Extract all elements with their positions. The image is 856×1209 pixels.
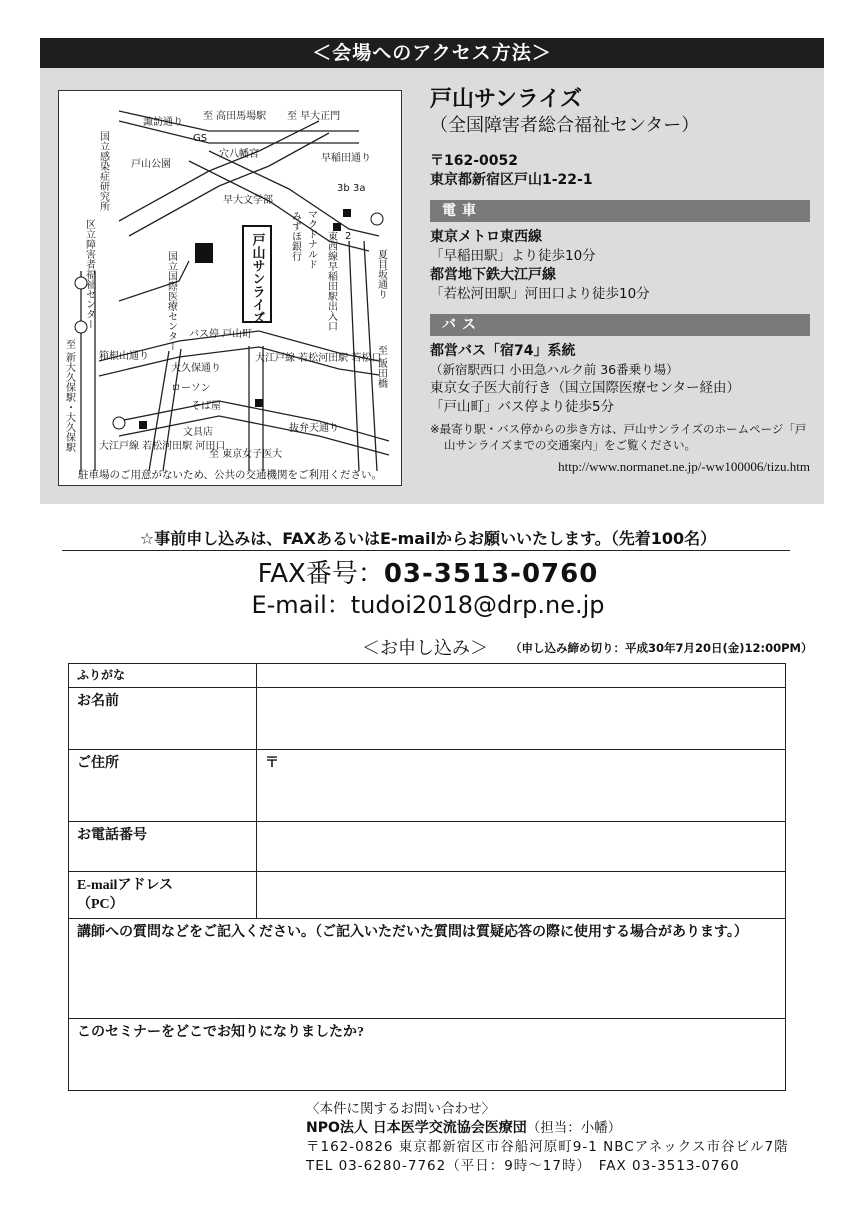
train-line2-detail: 「若松河田駅」河田口より徒歩10分 [430,286,650,302]
form-deadline: （申し込み締め切り：平成30年7月20日(金)12:00PM） [510,641,813,655]
map-label: 箱根山通り [99,351,149,362]
bus-route: 都営バス「宿74」系統 [430,343,576,359]
address-field[interactable]: 〒 [257,750,786,822]
parking-note: 駐車場のご用意がないため、公共の交通機関をご利用ください。 [77,469,383,481]
map-label: 大江戸線 若松河田駅 若松口 [255,353,382,364]
furigana-field[interactable] [257,664,786,688]
venue-info [430,86,810,475]
map-label: 夏目坂通り [375,249,387,299]
bus-note: ※最寄り駅・バス停からの歩き方は、戸山サンライズのホームページ「戸山サンライズまでの交通案内」をご覧ください。 [430,422,807,452]
form-title: ＜お申し込み＞ [362,638,488,659]
venue-subtitle: （全国障害者総合福祉センター） [430,115,700,136]
access-banner: ＜会場へのアクセス方法＞ [40,38,824,68]
contact-org: NPO法人 日本医学交流協会医療団 [306,1120,527,1136]
email-label-line1: E-mailアドレス [77,878,174,893]
apply-intro: ☆事前申し込みは、FAXあるいはE-mailからお願いいたします。（先着100名） [139,529,717,548]
divider [62,550,790,551]
bus-dest: 東京女子医大前行き（国立国際医療センター経由） [430,380,740,396]
map-label: そば屋 [191,401,221,412]
map-label: 国立感染症研究所 [97,131,109,211]
map-label: 穴八幡宮 [219,149,259,160]
bus-heading: バス [430,314,810,336]
map-label: 3a [353,183,366,194]
train-line1-name: 東京メトロ東西線 [430,229,542,245]
map-label: 文具店 [183,427,213,438]
map-label: 3b [337,183,350,194]
access-section [40,68,824,504]
fax-label: FAX番号： [257,559,384,589]
email-label-line2: （PC） [77,897,124,912]
map-label: 区立障害者福祉センター [83,219,95,329]
map-drawing [59,91,402,471]
map-label: 至 東京女子医大 [209,449,283,460]
access-map [58,90,402,486]
map-label: 東西線早稲田駅出入口 [325,231,337,331]
map-label: 至 早大正門 [287,111,341,122]
venue-zip: 〒162-0052 [430,153,518,169]
map-label: 2 [345,231,352,242]
question-label: 講師への質問などをご記入ください。（ご記入いただいた質問は質疑応答の際に使用する場合があります。） [77,925,748,940]
map-label: みずほ銀行 [289,211,301,261]
contact-tel: TEL 03-6280-7762（平日：9時〜17時） FAX 03-3513-0760 [306,1158,740,1174]
map-label: 戸山公園 [131,159,171,170]
map-label: バス停 戸山町 [189,329,253,340]
map-label: 大江戸線 若松河田駅 河田口 [99,441,226,452]
map-label: 国立国際医療センター [165,251,177,351]
contact-block [306,1100,806,1176]
fax-number: 03-3513-0760 [383,559,599,589]
email-field[interactable] [257,872,786,919]
email-line[interactable]: E-mail：tudoi2018@drp.ne.jp [251,591,605,619]
contact-address: 〒162-0826 東京都新宿区市谷船河原町9-1 NBCアネックス市谷ビル7階 [306,1139,789,1155]
map-label: 早大文学部 [223,195,273,206]
application-form [68,663,786,1091]
source-label: このセミナーをどこでお知りになりましたか? [77,1025,364,1040]
map-label: GS [193,133,208,144]
map-label: 至 飯田橋 [375,345,387,389]
map-label: 諏訪通り [143,117,183,128]
source-field[interactable] [69,1019,786,1091]
map-label: マクドナルド [305,209,317,269]
phone-field[interactable] [257,822,786,872]
phone-label: お電話番号 [69,822,257,872]
furigana-label: ふりがな [69,664,257,688]
map-label: 大久保通り [171,363,221,374]
email-label [69,872,257,919]
address-label: ご住所 [69,750,257,822]
venue-map-label: 戸山サンライズ [249,233,265,324]
train-line1-detail: 「早稲田駅」より徒歩10分 [430,248,596,264]
fax-line [0,558,856,590]
venue-address: 東京都新宿区戸山1-22-1 [430,172,593,188]
contact-person: （担当：小幡） [526,1120,622,1136]
question-field[interactable] [69,919,786,1019]
train-line2-name: 都営地下鉄大江戸線 [430,267,556,283]
name-label: お名前 [69,688,257,750]
map-label: 早稲田通り [321,153,371,164]
map-label: 抜弁天通り [289,423,339,434]
map-label: 至 高田馬場駅 [203,111,267,122]
map-label: 至 新大久保駅・大久保駅 [63,339,75,453]
train-heading: 電車 [430,200,810,222]
name-field[interactable] [257,688,786,750]
map-label: ローソン [171,383,211,394]
contact-label: 〈本件に関するお問い合わせ〉 [306,1101,495,1117]
venue-name: 戸山サンライズ [430,87,583,112]
access-url[interactable]: http://www.normanet.ne.jp/-ww100006/tizu.htm [558,459,810,474]
bus-walk: 「戸山町」バス停より徒歩5分 [430,399,615,415]
bus-from: （新宿駅西口 小田急ハルク前 36番乗り場） [430,362,679,377]
